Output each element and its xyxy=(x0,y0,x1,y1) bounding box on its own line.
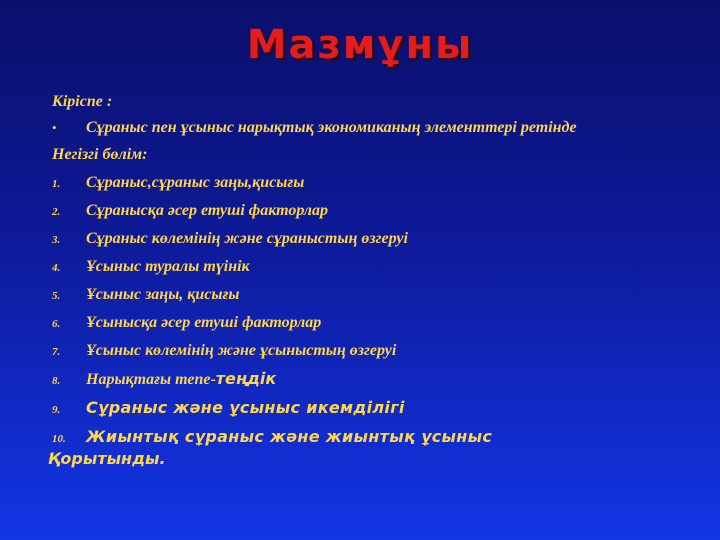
table-of-contents xyxy=(48,92,692,469)
item-text: Ұсынысқа әсер етуші факторлар xyxy=(86,314,322,331)
list-item xyxy=(52,369,692,391)
item-text: Сұранысқа әсер етуші факторлар xyxy=(86,202,328,219)
list-item xyxy=(52,341,692,362)
list-item xyxy=(52,201,692,222)
bullet-icon: • xyxy=(52,120,57,135)
item-text-part: Нарықтағы тепе- xyxy=(86,371,216,388)
list-item xyxy=(52,427,692,449)
item-text: Сұраныс көлемінің және сұраныстың өзгеруі xyxy=(86,230,408,247)
conclusion-text: Қорытынды. xyxy=(48,449,166,468)
list-item xyxy=(52,398,692,420)
list-item xyxy=(52,257,692,278)
item-number: 3. xyxy=(52,234,61,246)
item-text: Жиынтық сұраныс және жиынтық ұсыныс xyxy=(86,427,493,446)
intro-item-text: Сұраныс пен ұсыныс нарықтық экономиканың элементтері ретінде xyxy=(86,119,577,136)
list-item xyxy=(52,229,692,250)
list-item xyxy=(52,313,692,334)
item-number: 5. xyxy=(52,290,61,302)
item-number: 10. xyxy=(52,433,66,445)
item-number: 8. xyxy=(52,375,61,387)
item-number: 9. xyxy=(52,404,61,416)
item-text: Ұсыныс заңы, қисығы xyxy=(86,286,240,303)
item-text xyxy=(86,369,692,390)
item-number: 2. xyxy=(52,206,61,218)
list-item xyxy=(52,285,692,306)
item-text: Сұраныс және ұсыныс икемділігі xyxy=(86,398,405,417)
slide-title: Мазмұны xyxy=(246,22,474,68)
item-text: Сұраныс,сұраныс заңы,қисығы xyxy=(86,174,305,191)
item-number: 6. xyxy=(52,318,61,330)
item-number: 7. xyxy=(52,346,61,358)
list-item xyxy=(52,173,692,194)
main-part-label: Негізгі бөлім: xyxy=(52,146,148,163)
intro-item xyxy=(52,118,692,138)
item-text-part: теңдік xyxy=(215,369,277,388)
item-number: 4. xyxy=(52,262,61,274)
item-text: Ұсыныс көлемінің және ұсыныстың өзгеруі xyxy=(86,342,397,359)
item-text: Ұсыныс туралы түінік xyxy=(86,258,250,275)
intro-label: Кіріспе : xyxy=(52,93,113,110)
item-number: 1. xyxy=(52,178,61,190)
